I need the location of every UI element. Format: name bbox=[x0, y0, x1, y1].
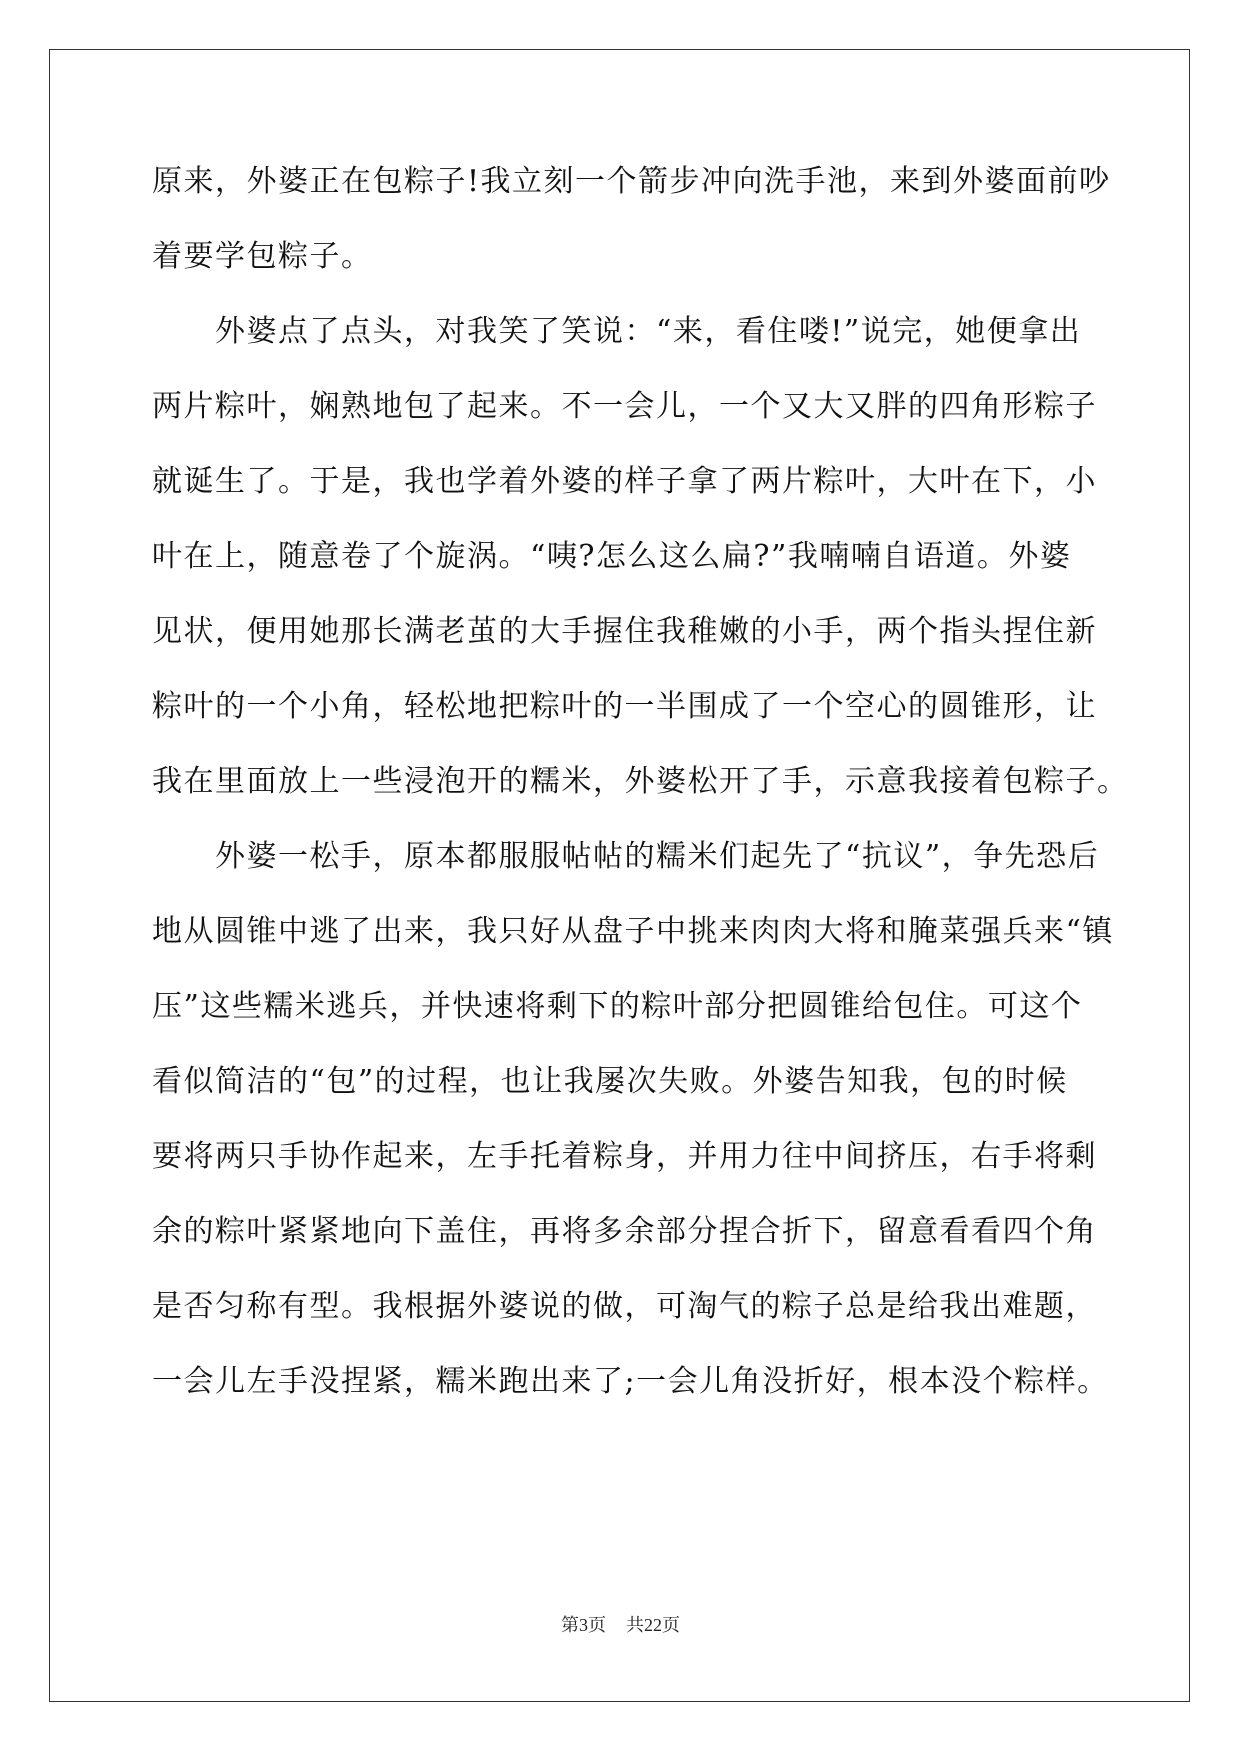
text-line: 叶在上，随意卷了个旋涡。“咦?怎么这么扁?”我喃喃自语道。外婆 bbox=[152, 539, 1072, 574]
page-number: 第3页 bbox=[561, 1615, 606, 1635]
text-line: 就诞生了。于是，我也学着外婆的样子拿了两片粽叶，大叶在下，小 bbox=[152, 464, 1097, 499]
text-line: 粽叶的一个小角，轻松地把粽叶的一半围成了一个空心的圆锥形，让 bbox=[152, 689, 1097, 724]
paragraph-start-line: 外婆一松手，原本都服服帖帖的糯米们起先了“抗议”，争先恐后 bbox=[215, 839, 1100, 874]
text-line: 见状，便用她那长满老茧的大手握住我稚嫩的小手，两个指头捏住新 bbox=[152, 614, 1097, 649]
text-line: 余的粽叶紧紧地向下盖住，再将多余部分捏合折下，留意看看四个角 bbox=[152, 1214, 1097, 1249]
text-line: 是否匀称有型。我根据外婆说的做，可淘气的粽子总是给我出难题， bbox=[152, 1289, 1097, 1324]
text-line: 看似简洁的“包”的过程，也让我屡次失败。外婆告知我，包的时候 bbox=[152, 1064, 1068, 1099]
text-line: 我在里面放上一些浸泡开的糯米，外婆松开了手，示意我接着包粽子。 bbox=[152, 764, 1129, 799]
page-footer bbox=[0, 1611, 1241, 1637]
text-line: 地从圆锥中逃了出来，我只好从盘子中挑来肉肉大将和腌菜强兵来“镇 bbox=[152, 914, 1114, 949]
text-line: 着要学包粽子。 bbox=[152, 239, 373, 274]
text-line: 要将两只手协作起来，左手托着粽身，并用力往中间挤压，右手将剩 bbox=[152, 1139, 1097, 1174]
text-line: 一会儿左手没捏紧，糯米跑出来了;一会儿角没折好，根本没个粽样。 bbox=[152, 1364, 1109, 1399]
text-line: 原来，外婆正在包粽子!我立刻一个箭步冲向洗手池，来到外婆面前吵 bbox=[152, 164, 1111, 199]
page-total: 共22页 bbox=[626, 1615, 680, 1635]
text-line: 压”这些糯米逃兵，并快速将剩下的粽叶部分把圆锥给包住。可这个 bbox=[152, 989, 1083, 1024]
text-line: 两片粽叶，娴熟地包了起来。不一会儿，一个又大又胖的四角形粽子 bbox=[152, 389, 1097, 424]
paragraph-start-line: 外婆点了点头，对我笑了笑说：“来，看住喽!”说完，她便拿出 bbox=[215, 314, 1082, 349]
